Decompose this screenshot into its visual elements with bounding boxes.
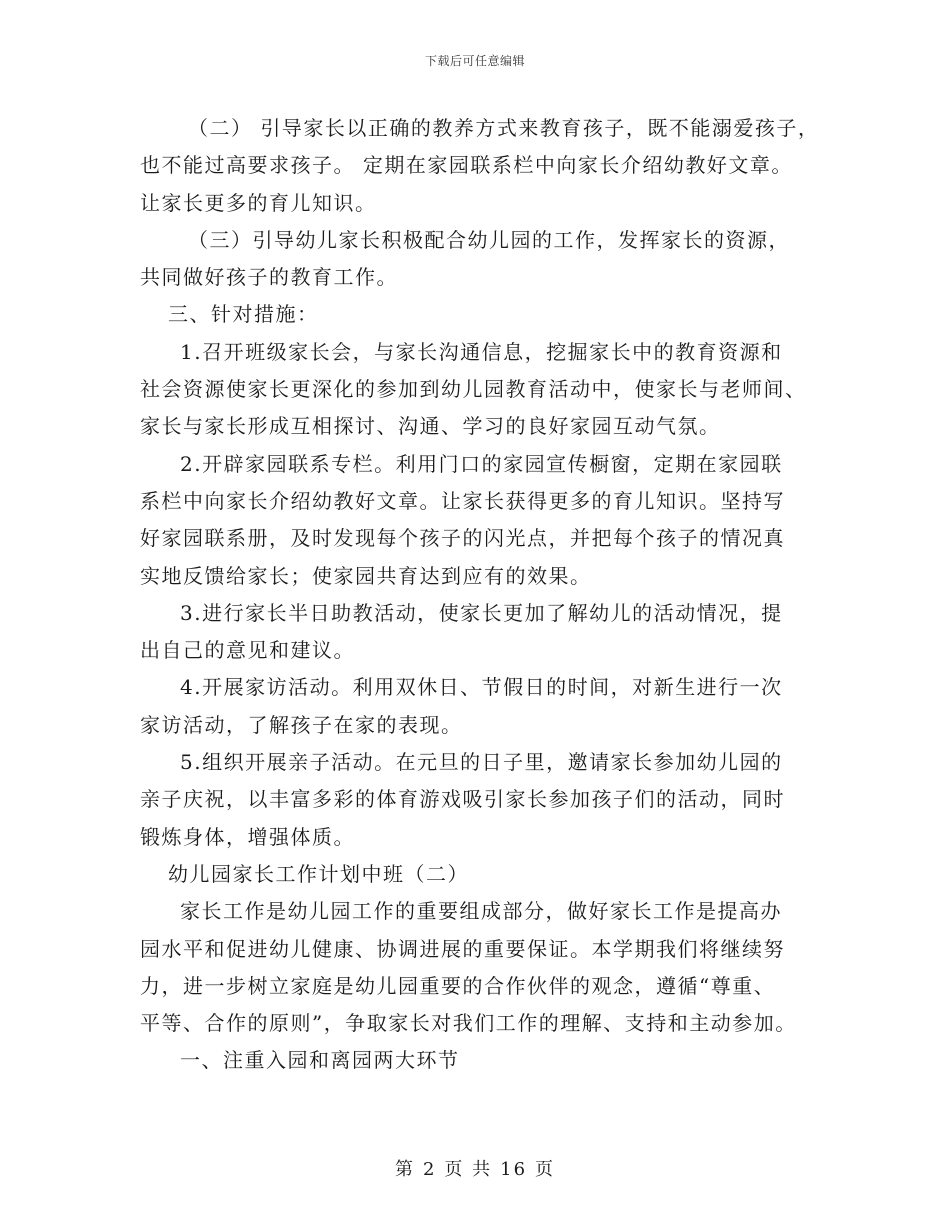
text-line: 系栏中向家长介绍幼教好文章。让家长获得更多的育儿知识。坚持写: [140, 488, 785, 513]
page-footer: [0, 1155, 950, 1181]
text-line: 三、针对措施：: [168, 302, 319, 327]
page-header: 下载后可任意编辑: [424, 54, 525, 68]
text-line: 共同做好孩子的教育工作。: [140, 265, 398, 290]
text-line: 力，进一步树立家庭是幼儿园重要的合作伙伴的观念，遵循“尊重、: [140, 973, 776, 998]
text-line: 园水平和促进幼儿健康、协调进展的重要保证。本学期我们将继续努: [140, 936, 785, 961]
footer-total-pages: 16: [500, 1159, 528, 1180]
text-line: 一、注重入园和离园两大环节: [180, 1048, 460, 1073]
text-line: 让家长更多的育儿知识。: [140, 190, 377, 215]
document-body: [140, 110, 820, 1080]
text-line: 家长工作是幼儿园工作的重要组成部分，做好家长工作是提高办: [180, 899, 782, 924]
footer-prefix: 第: [394, 1159, 415, 1180]
text-line: 实地反馈给家长；使家园共育达到应有的效果。: [140, 563, 592, 588]
text-line: 4.开展家访活动。利用双休日、节假日的时间，对新生进行一次: [180, 675, 783, 700]
text-line: 也不能过高要求孩子。 定期在家园联系栏中向家长介绍幼教好文章。: [140, 153, 793, 178]
text-line: 5.组织开展亲子活动。在元旦的日子里，邀请家长参加幼儿园的: [180, 750, 783, 775]
footer-mid: 页 共: [444, 1159, 493, 1180]
text-line: （三）引导幼儿家长积极配合幼儿园的工作，发挥家长的资源，: [188, 227, 790, 252]
text-line: （二） 引导家长以正确的教养方式来教育孩子，既不能溺爱孩子，: [188, 116, 820, 140]
footer-current-page: 2: [422, 1159, 437, 1180]
text-line: 社会资源使家长更深化的参加到幼儿园教育活动中，使家长与老师间、: [140, 377, 807, 402]
text-line: 3.进行家长半日助教活动，使家长更加了解幼儿的活动情况，提: [180, 600, 783, 625]
text-line: 平等、合作的原则”，争取家长对我们工作的理解、支持和主动参加。: [140, 1011, 797, 1036]
text-line: 好家园联系册，及时发现每个孩子的闪光点，并把每个孩子的情况真: [140, 526, 785, 551]
footer-suffix: 页: [535, 1159, 556, 1180]
text-line: 幼儿园家长工作计划中班（二）: [168, 861, 469, 886]
text-line: 家访活动，了解孩子在家的表现。: [140, 712, 463, 737]
text-line: 家长与家长形成互相探讨、沟通、学习的良好家园互动气氛。: [140, 414, 721, 439]
text-line: 2.开辟家园联系专栏。利用门口的家园宣传橱窗，定期在家园联: [180, 451, 783, 476]
text-line: 1.召开班级家长会，与家长沟通信息，挖掘家长中的教育资源和: [180, 339, 783, 364]
text-line: 出自己的意见和建议。: [140, 638, 355, 663]
text-line: 亲子庆祝，以丰富多彩的体育游戏吸引家长参加孩子们的活动，同时: [140, 787, 785, 812]
text-line: 锻炼身体，增强体质。: [140, 824, 355, 849]
